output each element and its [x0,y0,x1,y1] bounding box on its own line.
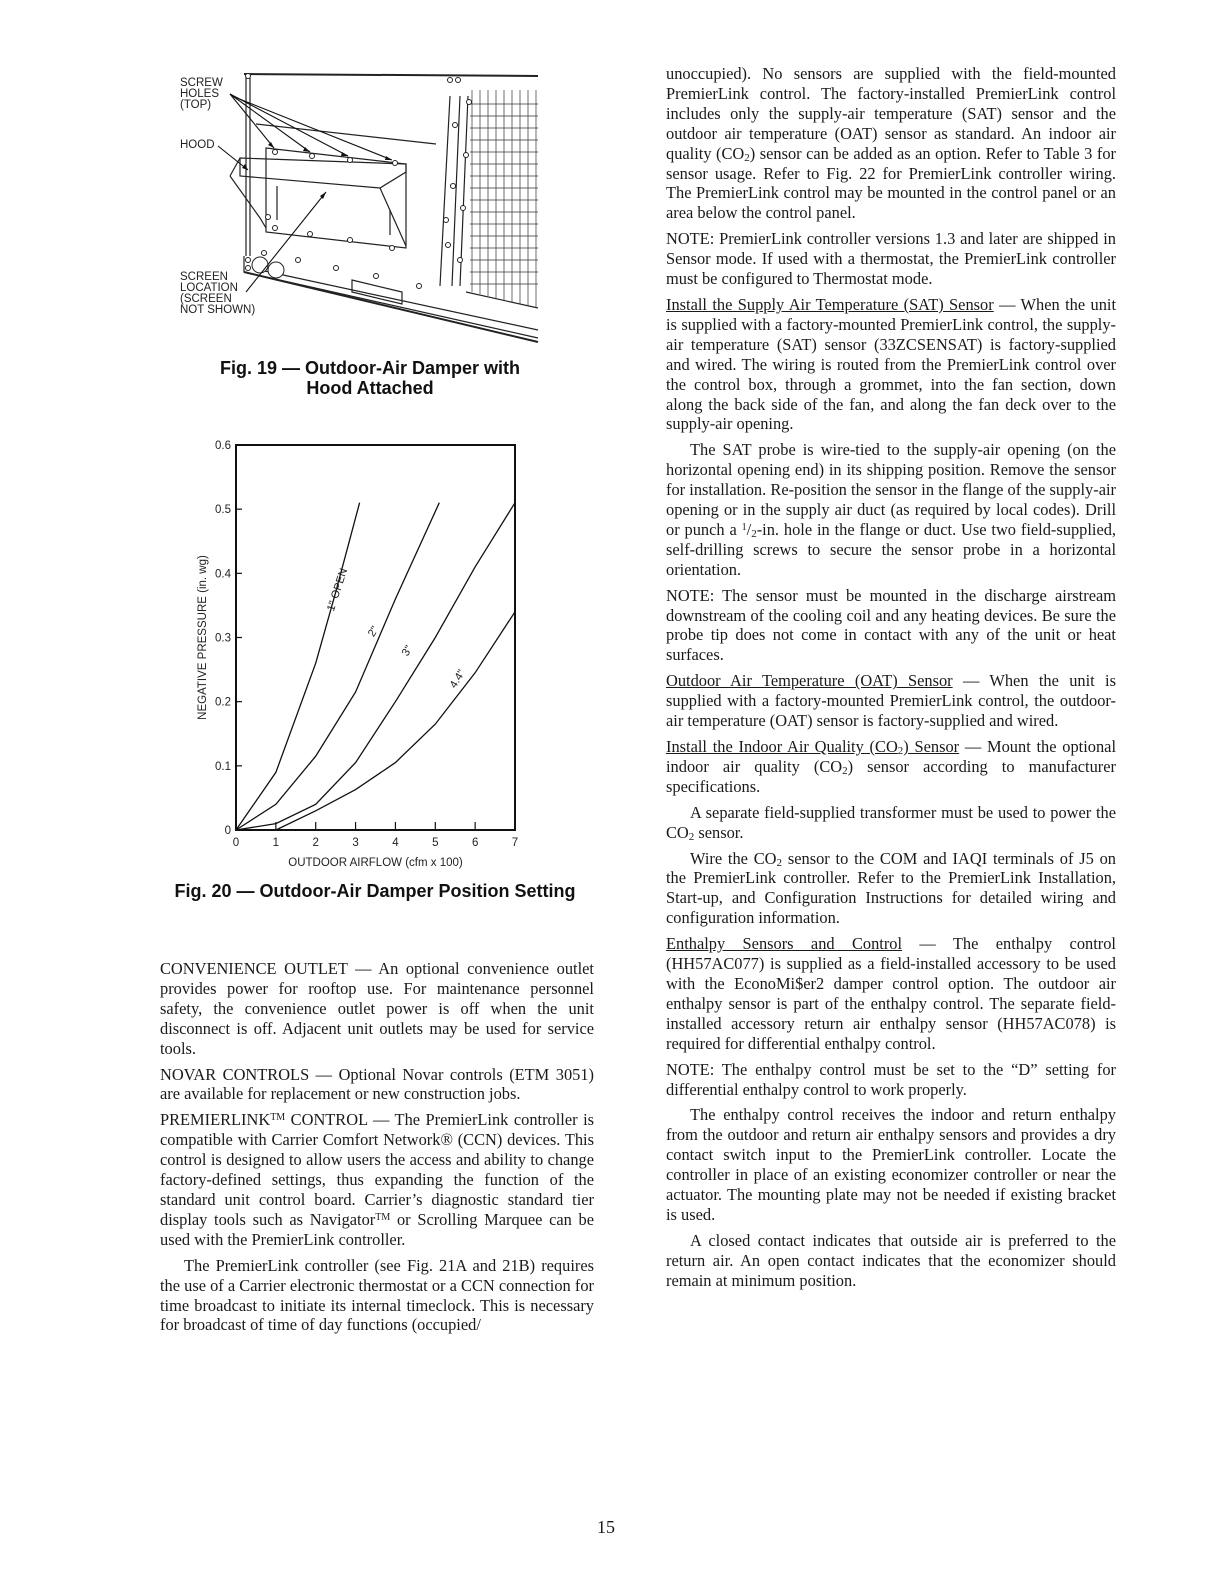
figure-19-caption [160,358,580,398]
callout-line: LOCATION [180,282,238,294]
callout-line: SCREW [180,77,223,89]
paragraph-text: — An optional convenience outlet provides power for rooftop use. For maintenance personnel safety, the convenience outlet power is off when the unit disconnect is off. Adjacent unit outlets may be used for service tools. [160,959,594,1058]
paragraph-sat-probe: The SAT probe is wire-tied to the supply-air opening (on the horizontal opening end) in its shipping position. Remove the sensor for installation. Re-position the sensor in the flange of the supply-air opening or in the supply air duct (as required by local codes). Drill or punch a $^1/_2-in$. hole in the flange or duct. Use two field-supplied, self-drilling screws to secure the sensor probe in a horizontal orientation. [666,440,1117,579]
series-label: 1" OPEN [325,566,351,613]
page-number: 15 [597,1517,615,1537]
section-heading: CONTROL [285,1110,368,1130]
figure-20-chart [160,420,580,880]
x-tick-label: 6 [471,837,479,849]
section-heading: PREMIERLINK [160,1110,271,1130]
fraction-numerator: 1 [741,521,747,533]
heading-text: Install the Indoor Air Quality (CO [666,737,898,756]
y-tick-label: 0.5 [215,504,231,517]
x-tick-label: 5 [432,837,439,849]
paragraph-oat-sensor [666,671,1116,731]
callout-hood: HOOD [180,139,215,151]
x-tick-label: 0 [232,837,240,849]
section-heading: Enthalpy Sensors and Control [666,934,903,954]
paragraph-text: sensor to the COM and IAQI terminals of J5 on the PremierLink controller. Refer to the PremierLink Installation, Start-up, and Configuration Instructions for detailed wiring and configuration information. [666,848,1117,928]
paragraph-co2-wiring [666,849,1116,929]
y-tick-label: 0.2 [215,696,231,709]
series-line-1 [236,503,360,830]
caption-line: Hood Attached [306,378,434,398]
damper-position-chart [160,420,580,880]
x-tick-label: 3 [352,837,359,849]
callout-line: SCREEN [180,271,228,283]
heading-text: ) Sensor [903,737,960,756]
paragraph-text: sensor. [694,822,744,842]
x-axis-label: OUTDOOR AIRFLOW (cfm x 100) [288,857,463,869]
figure-19-illustration [160,60,560,360]
paragraph-convenience-outlet [160,959,594,1059]
series-label: 3" [399,643,416,659]
subscript: 2 [776,856,783,869]
series-line-3 [236,503,515,830]
paragraph-sat-sensor [666,295,1116,434]
callout-line: NOT SHOWN) [180,304,256,316]
y-tick-label: 0.1 [215,760,231,773]
note-sensor-mounting: NOTE: The sensor must be mounted in the discharge airstream downstream of the cooling coil and any heating devices. Be sure the probe tip does not come in contact with any of the unit or heat surfaces. [666,585,1116,665]
paragraph-text: — The enthalpy control (HH57AC077) is supplied as a field-installed accessory to be used with the EconoMi$er2 damper control option. The outdoor air enthalpy sensor is part of the enthalpy control. The separate field-installed accessory return air enthalpy sensor (HH57AC078) is required for differential enthalpy control. [666,934,1116,1053]
x-tick-label: 4 [392,837,399,849]
paragraph-text: — When the unit is supplied with a factory-mounted PremierLink control, the supply-air temperature (SAT) sensor (33ZCSENSAT) is factory-supplied and wired. The wiring is routed from the PremierLink control over the control box, through a grommet, into the fan section, down along the back side of the fan, and along the fan deck over to the supply-air opening. [666,294,1116,434]
trademark-mark: TM [375,1211,391,1223]
series-label: 2" [365,624,382,640]
subscript: 2 [897,745,904,757]
paragraph-enthalpy-control: The enthalpy control receives the indoor and return enthalpy from the outdoor and return air enthalpy sensors and provides a dry contact switch input to the PremierLink controller. Locate the controller in place of an existing economizer controller or near the actuator. The mounting plate may not be needed if existing bracket is used. [666,1105,1116,1224]
x-tick-label: 1 [272,837,280,849]
paragraph-text: -in. hole in the flange or duct. Use two field-supplied, self-drilling screws to secure the sensor probe in a horizontal orientation. [666,519,1117,579]
fraction-denominator: 2 [751,527,757,540]
y-tick-label: 0.6 [215,440,231,452]
paragraph-enthalpy [666,934,1116,1053]
paragraph-text: Wire the CO [690,848,777,868]
callout-screen-location [180,272,255,316]
paragraph-text: — Optional Novar controls (ETM 3051) are available for replacement or new construction jobs. [160,1064,594,1104]
subscript: 2 [744,151,750,164]
subscript: 2 [842,764,848,777]
paragraph-text: — When the unit is supplied with a factory-mounted PremierLink control, the outdoor-air temperature (OAT) sensor is factory-supplied and wired. [666,671,1116,731]
paragraph-transformer [666,803,1116,843]
paragraph-text: ) sensor according to manufacturer specifications. [666,756,1117,796]
paragraph-premierlink-control [160,1110,594,1249]
y-tick-label: 0.4 [215,568,231,581]
callout-line: HOLES [180,88,219,100]
right-text-column [666,64,1116,1297]
paragraph-novar-controls [160,1065,594,1105]
x-tick-label: 7 [511,837,519,849]
section-heading: CONVENIENCE OUTLET [160,959,348,978]
trademark-mark: TM [270,1112,286,1124]
note-controller-versions: NOTE: PremierLink controller versions 1.3 and later are shipped in Sensor mode. If used with a thermostat, the PremierLink controller must be configured to Thermostat mode. [666,229,1116,289]
section-heading: NOVAR CONTROLS [160,1064,310,1084]
note-enthalpy-setting: NOTE: The enthalpy control must be set to the “D” setting for differential enthalpy control to work properly. [666,1059,1116,1099]
paragraph-text: or Scrolling Marquee can be used with the PremierLink controller. [160,1209,595,1249]
paragraph-text: A separate field-supplied transformer must be used to power the CO [666,802,1116,842]
callout-line: (SCREEN [180,293,232,305]
paragraph-text: unoccupied). No sensors are supplied with the field-mounted PremierLink control. The factory-installed PremierLink control includes only the supply-air temperature (SAT) sensor and the outdoor air temperature (OAT) sensor as standard. An indoor air quality (CO [666,64,1116,163]
paragraph-sensors [666,64,1116,223]
paragraph-text: — The PremierLink controller is compatible with Carrier Comfort Network® (CCN) devices. This control is designed to allow users the access and ability to change factory-defined settings, thus expanding the function of the standard unit control board. Carrier’s diagnostic standard tier display tools such as Navigator [160,1110,595,1229]
paragraph-text: ) sensor can be added as an option. Refer to Table 3 for sensor usage. Refer to Fig. 22 for PremierLink controller wiring. The PremierLink control may be mounted in the control panel or an area below the control panel. [666,143,1116,223]
section-heading [666,737,959,756]
y-tick-label: 0 [224,825,231,837]
section-heading: Install the Supply Air Temperature (SAT) Sensor [666,294,994,314]
callout-line: (TOP) [180,99,212,111]
paragraph-text: The SAT probe is wire-tied to the supply-air opening (on the horizontal opening end) in its shipping position. Remove the sensor for installation. Re-position the sensor in the flange of the supply-air opening or in the supply air duct (as required by local codes). Drill or punch a [666,440,1116,539]
y-axis-label: NEGATIVE PRESSURE (in. wg) [197,555,209,720]
x-tick-label: 2 [312,837,319,849]
paragraph-premierlink-requirements: The PremierLink controller (see Fig. 21A and 21B) requires the use of a Carrier electronic thermostat or a CCN connection for time broadcast to initiate its internal timeclock. This is necessary for broadcast of time of day functions (occupied/ [160,1255,594,1335]
section-heading: Outdoor Air Temperature (OAT) Sensor [666,671,953,691]
y-tick-label: 0.3 [215,632,231,645]
subscript: 2 [688,830,695,843]
series-line-4 [276,612,515,830]
figure-20-caption: Fig. 20 — Outdoor-Air Damper Position Setting [174,881,576,901]
paragraph-iaq-sensor [666,737,1116,797]
paragraph-contact-state: A closed contact indicates that outside air is preferred to the return air. An open contact indicates that the economizer should remain at minimum position. [666,1230,1116,1290]
series-label: 4.4" [447,667,468,691]
paragraph-text: — Mount the optional indoor air quality (CO [666,737,1116,776]
callout-screw-holes [180,78,223,111]
caption-line: Fig. 19 — Outdoor-Air Damper with [219,358,520,378]
left-text-column [160,959,594,1341]
